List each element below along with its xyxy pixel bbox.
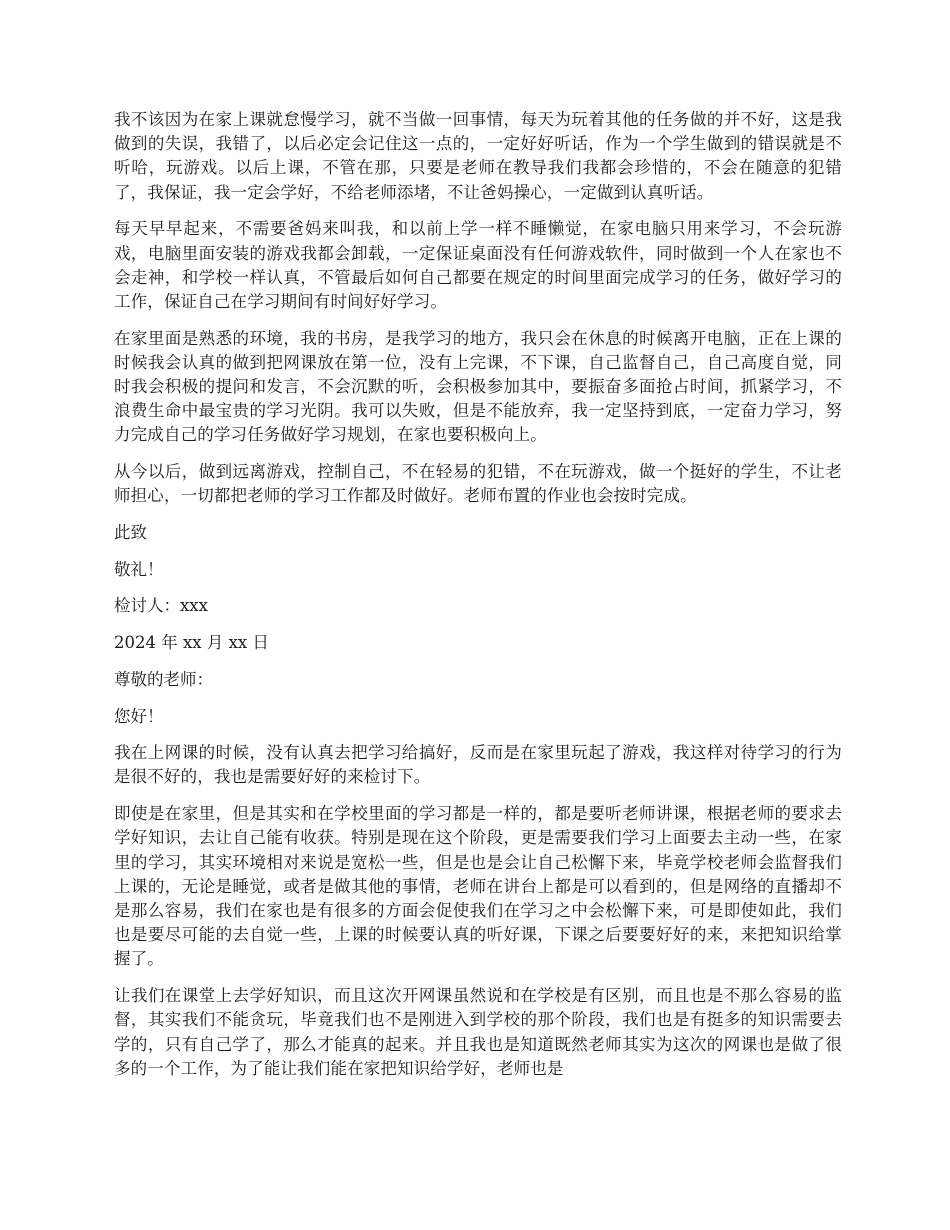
paragraph-6: 即使是在家里，但是其实和在学校里面的学习都是一样的，都是要听老师讲课，根据老师的要求去学好知识，去让自己能有收获。特别是现在这个阶段，更是需要我们学习上面要去主动一些，在家里的学习，其实环境相对来说是宽松一些，但是也是会让自己松懈下来，毕竟学校老师会监督我们上课的，无论是睡觉，或者是做其他的事情，老师在讲台上都是可以看到的，但是网络的直播却不是那么容易，我们在家也是有很多的方面会促使我们在学习之中会松懈下来，可是即使如此，我们也是要尽可能的去自觉一些，上课的时候要认真的听好课，下课之后要要好好的来，来把知识给掌握了。 <box>114 804 842 969</box>
document-page <box>114 108 842 1093</box>
signature-line: 检讨人：xxx <box>114 596 208 616</box>
paragraph-1: 我不该因为在家上课就怠慢学习，就不当做一回事情，每天为玩着其他的任务做的并不好，这是我做到的失误，我错了，以后必定会记住这一点的，一定好好听话，作为一个学生做到的错误就是不听哈，玩游戏。以后上课，不管在那，只要是老师在教导我们我都会珍惜的，不会在随意的犯错了，我保证，我一定会学好，不给老师添堵，不让爸妈操心，一定做到认真听话。 <box>114 110 842 202</box>
closing-regards: 敬礼！ <box>114 559 164 579</box>
greeting-line: 尊敬的老师： <box>114 669 213 689</box>
paragraph-5: 我在上网课的时候，没有认真去把学习给搞好，反而是在家里玩起了游戏，我这样对待学习的行为是很不好的，我也是需要好好的来检讨下。 <box>114 743 842 787</box>
paragraph-2: 每天早早起来，不需要爸妈来叫我，和以前上学一样不睡懒觉，在家电脑只用来学习，不会玩游戏，电脑里面安装的游戏我都会卸载，一定保证桌面没有任何游戏软件，同时做到一个人在家也不会走神，和学校一样认真，不管最后如何自己都要在规定的时间里面完成学习的任务，做好学习的工作，保证自己在学习期间有时间好好学习。 <box>114 219 842 311</box>
closing-salutation: 此致 <box>114 523 147 543</box>
hello-line: 您好！ <box>114 706 164 726</box>
paragraph-7: 让我们在课堂上去学好知识，而且这次开网课虽然说和在学校是有区别，而且也是不那么容易的监督，其实我们不能贪玩，毕竟我们也不是刚进入到学校的那个阶段，我们也是有挺多的知识需要去学的，只有自己学了，那么才能真的起来。并且我也是知道既然老师其实为这次的网课也是做了很多的一个工作，为了能让我们能在家把知识给学好，老师也是 <box>114 986 842 1078</box>
paragraph-4: 从今以后，做到远离游戏，控制自己，不在轻易的犯错，不在玩游戏，做一个挺好的学生，不让老师担心，一切都把老师的学习工作都及时做好。老师布置的作业也会按时完成。 <box>114 462 842 506</box>
date-line: 2024 年 xx 月 xx 日 <box>114 633 269 653</box>
paragraph-3: 在家里面是熟悉的环境，我的书房，是我学习的地方，我只会在休息的时候离开电脑，正在上课的时候我会认真的做到把网课放在第一位，没有上完课，不下课，自己监督自己，自己高度自觉，同时我会积极的提问和发言，不会沉默的听，会积极参加其中，要振奋多面抢占时间，抓紧学习，不浪费生命中最宝贵的学习光阴。我可以失败，但是不能放弃，我一定坚持到底，一定奋力学习，努力完成自己的学习任务做好学习规划，在家也要积极向上。 <box>114 328 842 445</box>
